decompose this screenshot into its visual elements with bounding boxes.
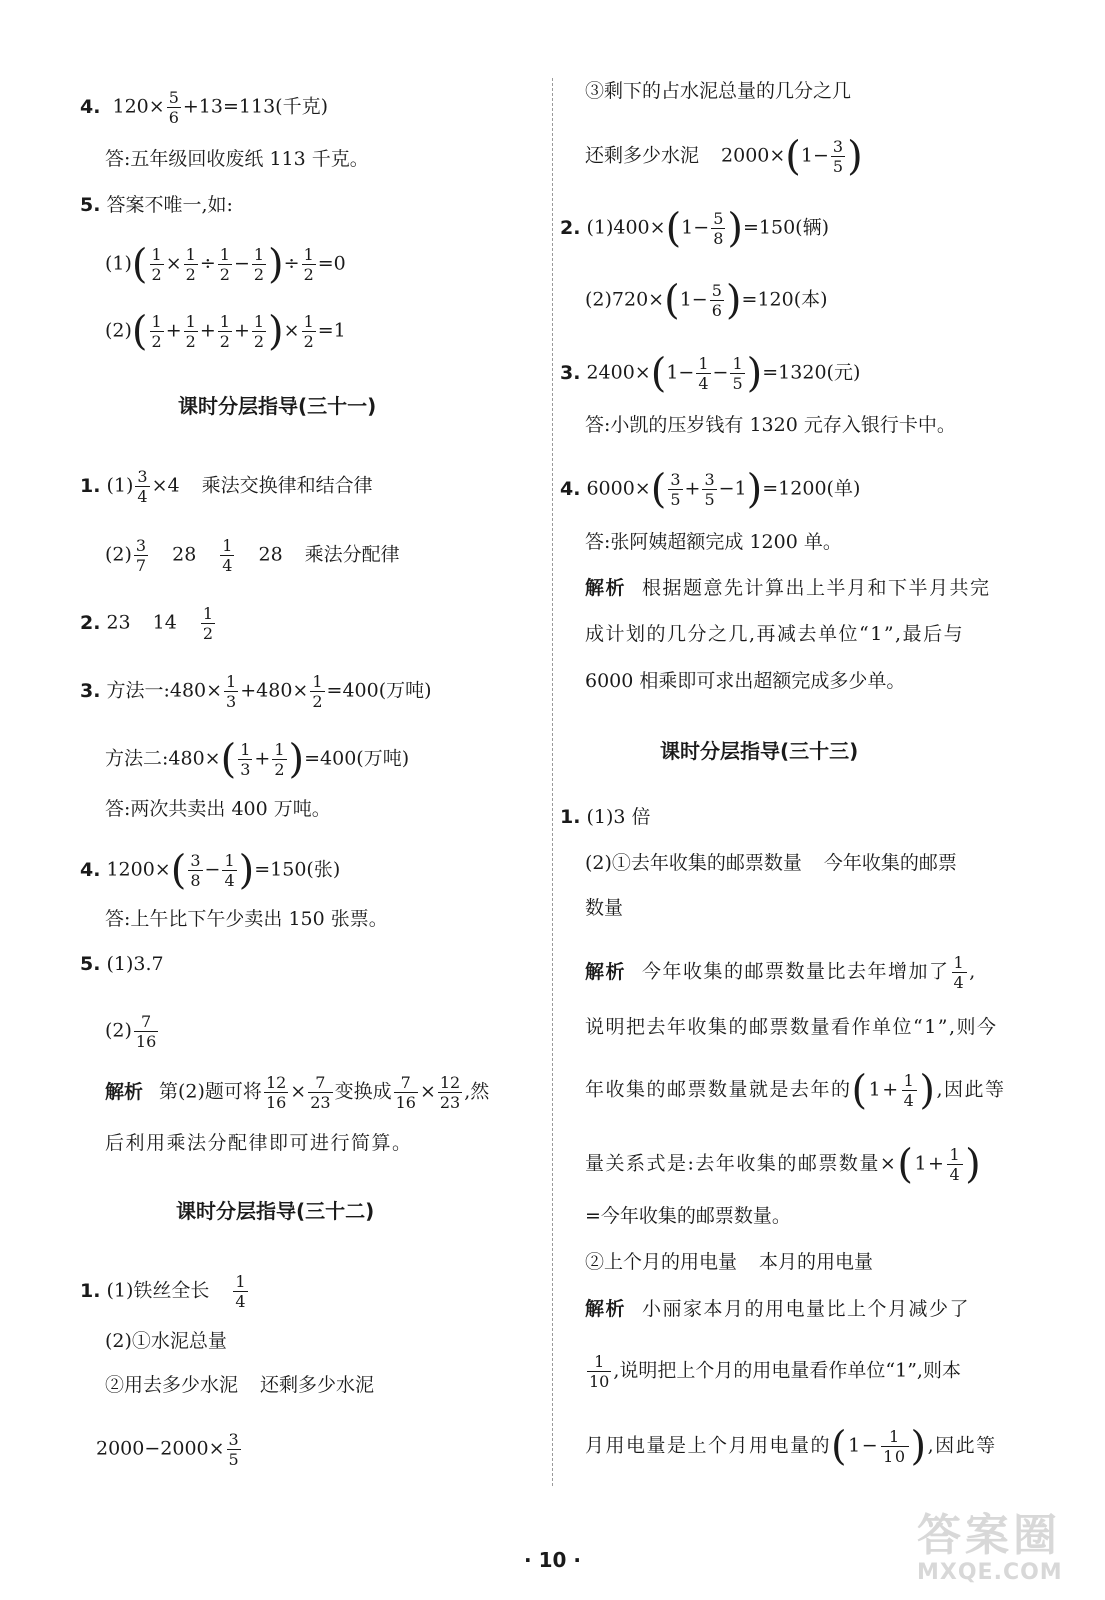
s31-problem-2: 2. 23 14 $\frac{1}{2}$: [80, 604, 214, 643]
watermark-logo: 答案圈 MXQE.COM: [917, 1510, 1063, 1585]
s31-problem-5-2: (2) $\frac{7}{16}$: [105, 1012, 157, 1051]
s32-analysis-line-3: 6000 相乘即可求出超额完成多少单。: [585, 670, 906, 692]
s32-problem-3: 3. 2400×(1− $\frac{1}{4}$ − $\frac{1}{5}$ )=1320(元): [560, 350, 861, 397]
s33-analysis-1-line-5: =今年收集的邮票数量。: [585, 1205, 791, 1227]
s31-problem-3-answer: 答:两次共卖出 400 万吨。: [105, 798, 331, 820]
s31-problem-1-line-1: 1. (1) $\frac{3}{4}$ ×4 乘法交换律和结合律: [80, 467, 373, 506]
s33-analysis-1-line-2: 说明把去年收集的邮票数量看作单位“1”,则今: [585, 1016, 998, 1038]
fraction: $\frac{5}{6}$: [168, 88, 179, 127]
s33-analysis-1-line-3: 年收集的邮票数量就是去年的(1+ $\frac{1}{4}$ ),因此等: [585, 1067, 1006, 1114]
s33-analysis-2-line-1: 解析 小丽家本月的用电量比上个月减少了: [585, 1298, 971, 1320]
page-number: · 10 ·: [524, 1548, 581, 1572]
s32-problem-4-answer: 答:张阿姨超额完成 1200 单。: [585, 531, 842, 553]
s32-problem-1-1: 1. (1)铁丝全长 $\frac{1}{4}$: [80, 1272, 246, 1311]
s32-analysis-line-1: 解析 根据题意先计算出上半月和下半月共完: [585, 577, 991, 599]
s33-problem-1-1: 1. (1)3 倍: [560, 806, 651, 828]
s31-analysis-line-1: 解析 第(2)题可将 $\frac{12}{16}$ × $\frac{7}{23}$ 变换成 $\frac{7}{16}$ × $\frac{12}{23}$ ,然: [105, 1073, 490, 1112]
s32-problem-1-2: (2)①水泥总量: [105, 1330, 227, 1352]
s32-line-r2: 还剩多少水泥 2000×(1− $\frac{3}{5}$ ): [585, 133, 863, 180]
s33-analysis-2-line-2: $\frac{1}{10}$ ,说明把上个月的用电量看作单位“1”,则本: [589, 1352, 961, 1391]
s32-line-r1: ③剩下的占水泥总量的几分之几: [585, 80, 852, 102]
section-heading-33: 课时分层指导(三十三): [660, 739, 859, 763]
s31-problem-4: 4. 1200×( $\frac{3}{8}$ − $\frac{1}{4}$ )=150(张): [80, 847, 341, 894]
s32-problem-4: 4. 6000×( $\frac{3}{5}$ + $\frac{3}{5}$ −1)=1200(单): [560, 466, 861, 513]
problem-5-1-expression: (1)( $\frac{1}{2}$ × $\frac{1}{2}$ ÷ $\frac{1}{2}$ − $\frac{1}{2}$ )÷ $\frac{1}{2}$ =0: [105, 241, 346, 288]
section-heading-31: 课时分层指导(三十一): [178, 394, 377, 418]
s33-analysis-1-line-1: 解析 今年收集的邮票数量比去年增加了 $\frac{1}{4}$ ,: [585, 953, 977, 992]
s33-analysis-1-line-4: 量关系式是:去年收集的邮票数量×(1+ $\frac{1}{4}$ ): [585, 1141, 983, 1188]
problem-5-line: 5. 答案不唯一,如:: [80, 194, 233, 216]
s32-analysis-line-2: 成计划的几分之几,再减去单位“1”,最后与: [585, 623, 965, 645]
s32-problem-1-3: ②用去多少水泥 还剩多少水泥: [105, 1374, 375, 1396]
problem-5-2-expression: (2)( $\frac{1}{2}$ + $\frac{1}{2}$ + $\frac{1}{2}$ + $\frac{1}{2}$ )× $\frac{1}{2}$ =1: [105, 308, 346, 355]
column-divider: [552, 78, 553, 1486]
s32-problem-1-4: 2000−2000× $\frac{3}{5}$: [96, 1430, 239, 1469]
s33-analysis-2-line-3: 月用电量是上个月用电量的(1− $\frac{1}{10}$ ),因此等: [585, 1423, 997, 1470]
s31-problem-3-method-2: 方法二:480×( $\frac{1}{3}$ + $\frac{1}{2}$ )=400(万吨): [105, 736, 410, 783]
section-heading-32: 课时分层指导(三十二): [176, 1199, 375, 1223]
problem-4-answer: 答:五年级回收废纸 113 千克。: [105, 148, 369, 170]
s31-problem-3-method-1: 3. 方法一:480× $\frac{1}{3}$ +480× $\frac{1}{2}$ =400(万吨): [80, 672, 432, 711]
s33-problem-1-2: (2)①去年收集的邮票数量 今年收集的邮票: [585, 852, 957, 874]
s31-problem-5-1: 5. (1)3.7: [80, 953, 164, 975]
s31-problem-4-answer: 答:上午比下午少卖出 150 张票。: [105, 908, 388, 930]
s32-problem-2-1: 2. (1)400×(1− $\frac{5}{8}$ )=150(辆): [560, 205, 829, 252]
problem-4-line: 4. 120× $\frac{5}{6}$ +13=113(千克): [80, 88, 328, 127]
s32-problem-2-2: (2)720×(1− $\frac{5}{6}$ )=120(本): [585, 277, 828, 324]
s31-analysis-line-2: 后利用乘法分配律即可进行简算。: [105, 1132, 413, 1154]
s33-problem-1-2-item-2: ②上个月的用电量 本月的用电量: [585, 1251, 874, 1273]
s31-problem-1-line-2: (2) $\frac{3}{7}$ 28 $\frac{1}{4}$ 28 乘法分配律: [105, 536, 400, 575]
s32-problem-3-answer: 答:小凯的压岁钱有 1320 元存入银行卡中。: [585, 414, 956, 436]
s33-problem-1-2-cont: 数量: [585, 897, 624, 919]
